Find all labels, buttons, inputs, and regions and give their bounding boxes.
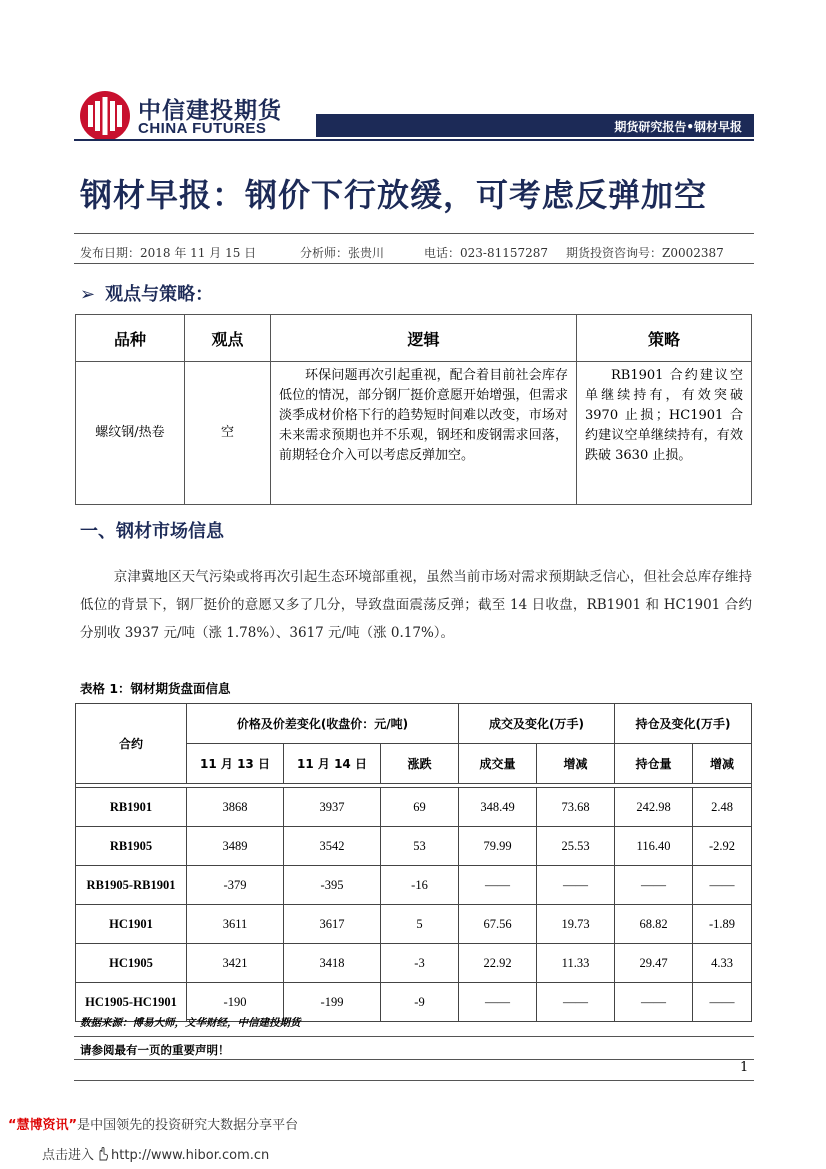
header-volume-group: 成交及变化(万手)	[459, 704, 615, 744]
page-number: 1	[740, 1060, 749, 1075]
cell: -9	[381, 983, 459, 1022]
cell: ——	[537, 866, 615, 905]
notice-divider-bottom	[74, 1059, 754, 1060]
cell: 73.68	[537, 788, 615, 827]
ad-brand: “慧博资讯”	[8, 1118, 78, 1133]
company-name-cn: 中信建投期货	[138, 98, 282, 124]
data-source: 数据来源：博易大师，文华财经，中信建投期货	[80, 1017, 301, 1029]
table-caption: 表格 1：钢材期货盘面信息	[80, 681, 231, 696]
header-contract: 合约	[76, 704, 187, 784]
cell: 3542	[284, 827, 381, 866]
header-volume-change: 增减	[537, 744, 615, 784]
header-change: 涨跌	[381, 744, 459, 784]
cell: -199	[284, 983, 381, 1022]
cell: ——	[693, 983, 752, 1022]
cell: 2.48	[693, 788, 752, 827]
table-row	[76, 905, 752, 944]
phone: 电话：023-81157287	[424, 246, 549, 260]
table-row	[76, 788, 752, 827]
cell: 4.33	[693, 944, 752, 983]
header-divider	[74, 139, 754, 141]
table-header-row	[76, 704, 752, 744]
footer-divider	[74, 1080, 754, 1081]
market-table	[75, 703, 752, 1022]
section-heading-market: 一、钢材市场信息	[80, 521, 224, 542]
footer-link-line	[42, 1144, 269, 1163]
meta-divider-bottom	[74, 263, 754, 264]
pointing-hand-icon	[96, 1147, 109, 1161]
ad-enter-label: 点击进入	[42, 1148, 95, 1163]
table-row	[76, 827, 752, 866]
cell: 22.92	[459, 944, 537, 983]
cell: 3611	[187, 905, 284, 944]
company-name-en: CHINA FUTURES	[138, 120, 267, 137]
table-row	[76, 944, 752, 983]
publish-date: 发布日期：2018 年 11 月 15 日	[80, 246, 257, 260]
cell-logic: 环保问题再次引起重视，配合着目前社会库存低位的情况，部分钢厂挺价意愿开始增强，但需求淡季成材价格下行的趋势短时间难以改变，市场对未来需求预期也并不乐观，钢坯和废钢需求回落，前期轻仓介入可以考虑反弹加空。	[271, 362, 577, 505]
cell-contract: RB1905	[76, 827, 187, 866]
cell: 29.47	[615, 944, 693, 983]
cell: 79.99	[459, 827, 537, 866]
cell-contract: HC1901	[76, 905, 187, 944]
header-price-group: 价格及价差变化(收盘价：元/吨)	[187, 704, 459, 744]
cell: -395	[284, 866, 381, 905]
page-title: 钢材早报：钢价下行放缓，可考虑反弹加空	[80, 176, 708, 214]
market-paragraph: 京津冀地区天气污染或将再次引起生态环境部重视，虽然当前市场对需求预期缺乏信心，但社会总库存维持低位的背景下，钢厂挺价的意愿又多了几分，导致盘面震荡反弹；截至 14 日收盘，RB1901 和 HC1901 合约分别收 3937 元/吨（涨 1.78%）、3617 元/吨（涨 0.17%）。	[80, 569, 752, 641]
table-row	[76, 362, 752, 505]
cell: 67.56	[459, 905, 537, 944]
header-oi-change: 增减	[693, 744, 752, 784]
cell: -190	[187, 983, 284, 1022]
header-strategy: 策略	[577, 315, 752, 362]
cell: 3421	[187, 944, 284, 983]
cell: -16	[381, 866, 459, 905]
cell-contract: HC1905	[76, 944, 187, 983]
strategy-table	[75, 314, 752, 505]
ad-tagline: 是中国领先的投资研究大数据分享平台	[77, 1118, 299, 1133]
cell: -2.92	[693, 827, 752, 866]
cell: 25.53	[537, 827, 615, 866]
arrow-bullet-icon: ➢	[80, 284, 96, 305]
table-row	[76, 866, 752, 905]
cell: 348.49	[459, 788, 537, 827]
header-volume: 成交量	[459, 744, 537, 784]
cell: 3868	[187, 788, 284, 827]
meta-divider-top	[74, 233, 754, 234]
section-title: 观点与策略：	[105, 284, 214, 305]
cell: 116.40	[615, 827, 693, 866]
cell: 242.98	[615, 788, 693, 827]
cell: 11.33	[537, 944, 615, 983]
header-variety: 品种	[76, 315, 185, 362]
report-type: 期货研究报告•钢材早报	[614, 120, 742, 134]
notice-divider-top	[74, 1036, 754, 1037]
table-header-row	[76, 315, 752, 362]
cell: 3489	[187, 827, 284, 866]
cell-contract: RB1905-RB1901	[76, 866, 187, 905]
footer-ad-line	[8, 1114, 298, 1133]
cell: 3617	[284, 905, 381, 944]
cell: ——	[615, 983, 693, 1022]
cell: 3418	[284, 944, 381, 983]
header-oi: 持仓量	[615, 744, 693, 784]
cell: 68.82	[615, 905, 693, 944]
cell: ——	[537, 983, 615, 1022]
cell-strategy: RB1901 合约建议空单继续持有，有效突破 3970 止损；HC1901 合约建议空单继续持有，有效跌破 3630 止损。	[577, 362, 752, 505]
china-futures-logo-icon	[80, 91, 130, 141]
cell: 69	[381, 788, 459, 827]
cell: -3	[381, 944, 459, 983]
analyst: 分析师：张贵川	[300, 246, 385, 260]
cell: ——	[459, 866, 537, 905]
header-oi-group: 持仓及变化(万手)	[615, 704, 752, 744]
header-view: 观点	[185, 315, 271, 362]
header-nov14: 11 月 14 日	[284, 744, 381, 784]
cell: 19.73	[537, 905, 615, 944]
disclaimer-notice: 请参阅最有一页的重要声明！	[80, 1043, 230, 1057]
cell-contract: RB1901	[76, 788, 187, 827]
cell-contract: HC1905-HC1901	[76, 983, 187, 1022]
cell: 5	[381, 905, 459, 944]
cell: -379	[187, 866, 284, 905]
cell: 53	[381, 827, 459, 866]
header-logic: 逻辑	[271, 315, 577, 362]
cell: ——	[615, 866, 693, 905]
header-nov13: 11 月 13 日	[187, 744, 284, 784]
license-number: 期货投资咨询号：Z0002387	[566, 246, 724, 260]
section-heading-strategy	[80, 280, 213, 306]
cell: 3937	[284, 788, 381, 827]
cell-view: 空	[185, 362, 271, 505]
cell: ——	[693, 866, 752, 905]
cell: ——	[459, 983, 537, 1022]
cell: -1.89	[693, 905, 752, 944]
ad-url-link[interactable]: http://www.hibor.com.cn	[111, 1148, 270, 1163]
cell-variety: 螺纹钢/热卷	[76, 362, 185, 505]
